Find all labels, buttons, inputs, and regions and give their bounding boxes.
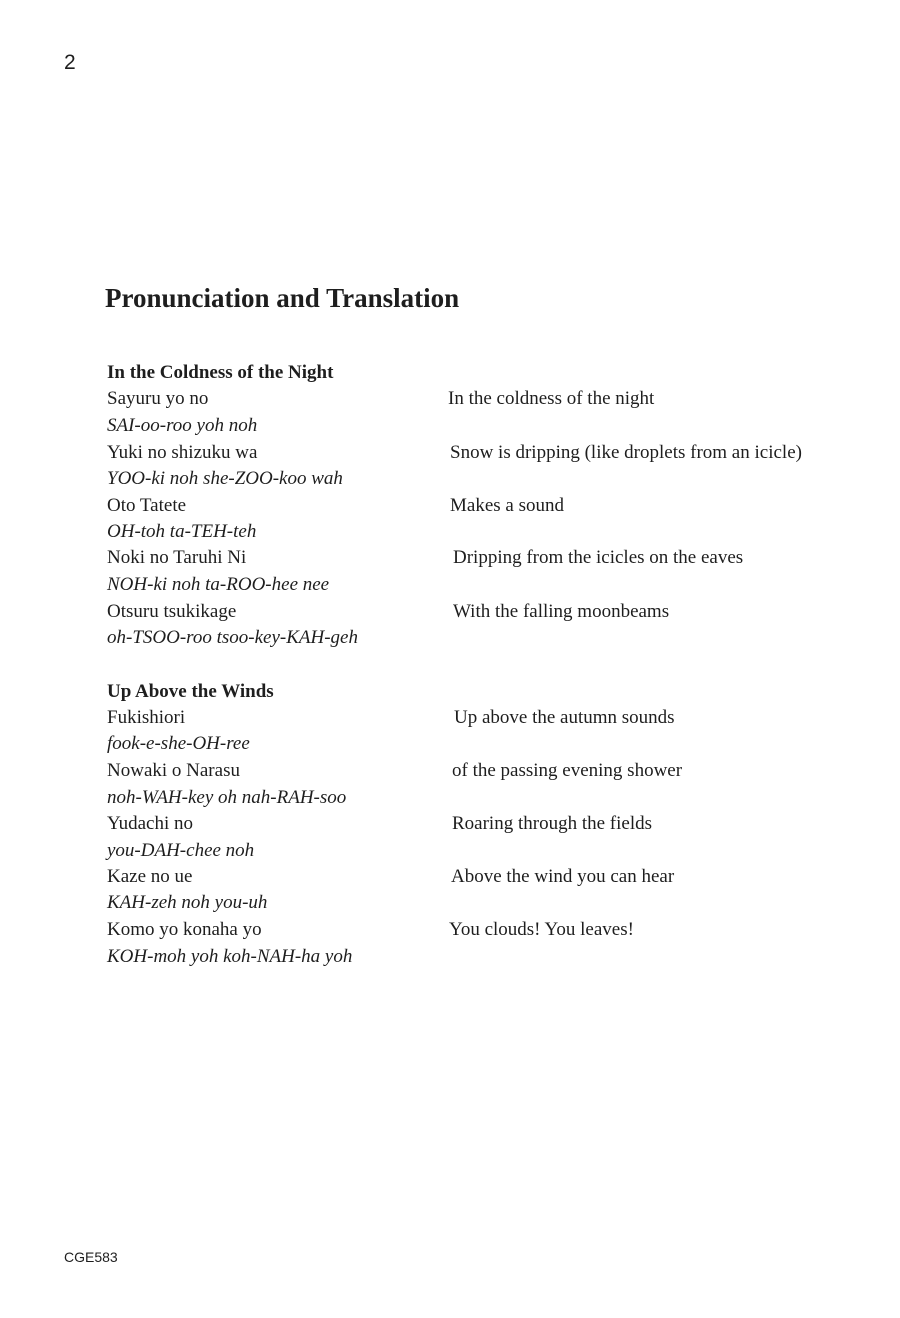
translation-line: With the falling moonbeams [453,601,670,622]
page-title: Pronunciation and Translation [105,283,460,313]
japanese-line: Yudachi no [107,813,194,834]
pronunciation-line: KAH-zeh noh you-uh [107,892,268,913]
pronunciation-line: SAI-oo-roo yoh noh [107,415,258,436]
translation-line: Snow is dripping (like droplets from an icicle) [450,442,802,463]
japanese-line: Nowaki o Narasu [107,760,240,781]
japanese-line: Sayuru yo no [107,388,209,409]
translation-line: You clouds! You leaves! [449,919,634,940]
japanese-line: Yuki no shizuku wa [107,442,258,463]
translation-line: Makes a sound [450,495,564,516]
japanese-line: Oto Tatete [107,495,187,516]
section-heading: In the Coldness of the Night [107,362,334,383]
translation-line: Up above the autumn sounds [454,707,675,728]
translation-line: Above the wind you can hear [451,866,675,887]
pronunciation-line: KOH-moh yoh koh-NAH-ha yoh [107,946,353,967]
japanese-line: Noki no Taruhi Ni [107,547,247,568]
section-heading: Up Above the Winds [107,681,274,702]
japanese-line: Komo yo konaha yo [107,919,262,940]
pronunciation-line: you-DAH-chee noh [107,840,255,861]
pronunciation-line: fook-e-she-OH-ree [107,733,250,754]
catalog-code: CGE583 [64,1249,118,1265]
pronunciation-line: oh-TSOO-roo tsoo-key-KAH-geh [107,627,358,648]
translation-line: Dripping from the icicles on the eaves [453,547,744,568]
pronunciation-line: NOH-ki noh ta-ROO-hee nee [107,574,330,595]
pronunciation-line: noh-WAH-key oh nah-RAH-soo [107,787,347,808]
pronunciation-line: YOO-ki noh she-ZOO-koo wah [107,468,343,489]
japanese-line: Fukishiori [107,707,186,728]
japanese-line: Otsuru tsukikage [107,601,237,622]
translation-line: of the passing evening shower [452,760,683,781]
pronunciation-line: OH-toh ta-TEH-teh [107,521,257,542]
japanese-line: Kaze no ue [107,866,193,887]
translation-line: Roaring through the fields [452,813,652,834]
translation-line: In the coldness of the night [448,388,655,409]
page-number: 2 [64,51,76,74]
